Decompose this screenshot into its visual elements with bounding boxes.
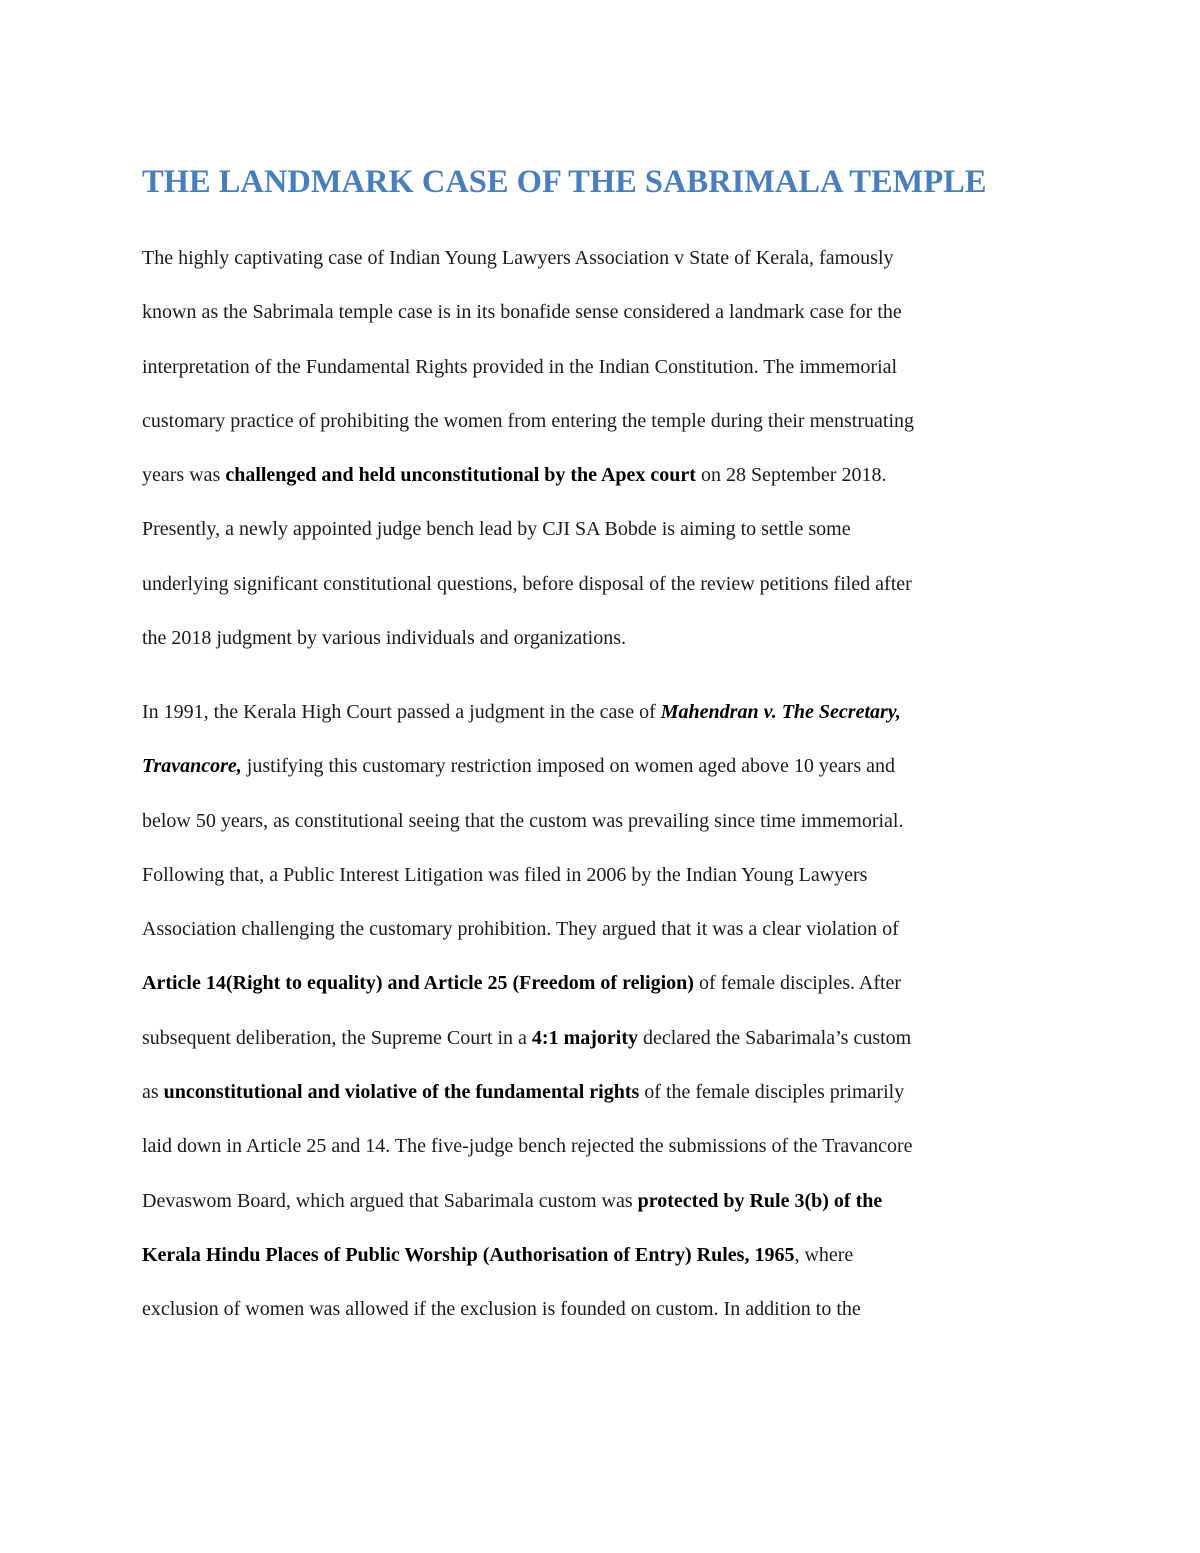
text-line — [142, 685, 1062, 739]
text-line — [142, 1174, 1062, 1228]
text-line — [142, 902, 1062, 956]
text-run: years was — [142, 464, 226, 487]
bold-text: 4:1 majority — [531, 1026, 638, 1049]
text-run: Following that, a Public Interest Litigation was filed in 2006 by the Indian Young Lawyers — [142, 863, 868, 886]
text-run: The highly captivating case of Indian Young Lawyers Association v State of Kerala, famously — [142, 247, 894, 269]
text-run: underlying significant constitutional questions, before disposal of the review petitions filed after — [142, 572, 912, 595]
text-line — [142, 1011, 1062, 1065]
text-line — [142, 557, 1062, 611]
text-run: , where — [794, 1243, 854, 1266]
text-line — [142, 231, 1062, 285]
document-title: THE LANDMARK CASE OF THE SABRIMALA TEMPLE — [142, 164, 987, 200]
text-run: on 28 September 2018. — [695, 464, 887, 487]
bold-text: Kerala Hindu Places of Public Worship (Authorisation of Entry) Rules, 1965 — [142, 1243, 795, 1266]
bold-text: protected by Rule 3(b) of the — [637, 1189, 883, 1212]
text-line — [142, 1065, 1062, 1119]
text-run: as — [142, 1081, 164, 1104]
bold-text: Article 14(Right to equality) and Article 25 (Freedom of religion) — [142, 972, 694, 995]
text-run: known as the Sabrimala temple case is in its bonafide sense considered a landmark case for the — [142, 301, 902, 324]
text-line — [142, 739, 1062, 793]
text-run: of female disciples. After — [693, 972, 902, 995]
paragraph-1 — [142, 231, 1062, 665]
text-run: interpretation of the Fundamental Rights provided in the Indian Constitution. The immemorial — [142, 355, 898, 378]
text-line — [142, 285, 1062, 339]
text-line — [142, 1282, 1062, 1336]
text-line — [142, 611, 1062, 665]
text-line — [142, 1119, 1062, 1173]
text-run: subsequent deliberation, the Supreme Court in a — [142, 1026, 532, 1049]
bold-italic-text: Travancore, — [142, 755, 242, 778]
text-line — [142, 794, 1062, 848]
text-run: In 1991, the Kerala High Court passed a judgment in the case of — [142, 701, 661, 723]
text-line — [142, 1228, 1062, 1282]
text-line — [142, 394, 1062, 448]
text-run: Presently, a newly appointed judge bench lead by CJI SA Bobde is aiming to settle some — [142, 518, 851, 541]
text-line — [142, 448, 1062, 502]
text-run: below 50 years, as constitutional seeing that the custom was prevailing since time immemorial. — [142, 809, 904, 832]
text-run: justifying this customary restriction imposed on women aged above 10 years and — [241, 755, 895, 778]
text-run: exclusion of women was allowed if the exclusion is founded on custom. In addition to the — [142, 1298, 861, 1321]
text-run: of the female disciples primarily — [639, 1081, 905, 1104]
text-run: declared the Sabarimala’s custom — [638, 1026, 912, 1049]
text-run: laid down in Article 25 and 14. The five-judge bench rejected the submissions of the Travancore — [142, 1135, 913, 1158]
bold-italic-text: Mahendran v. The Secretary, — [660, 701, 901, 723]
text-run: Association challenging the customary prohibition. They argued that it was a clear violation of — [142, 918, 899, 941]
bold-text: challenged and held unconstitutional by the Apex court — [225, 464, 696, 487]
paragraph-2 — [142, 685, 1062, 1337]
text-line — [142, 848, 1062, 902]
text-run: the 2018 judgment by various individuals and organizations. — [142, 627, 627, 650]
text-run: Devaswom Board, which argued that Sabarimala custom was — [142, 1189, 638, 1212]
text-line — [142, 340, 1062, 394]
text-line — [142, 502, 1062, 556]
bold-text: unconstitutional and violative of the fundamental rights — [163, 1081, 640, 1104]
text-run: customary practice of prohibiting the women from entering the temple during their menstruating — [142, 409, 915, 432]
text-line — [142, 956, 1062, 1010]
